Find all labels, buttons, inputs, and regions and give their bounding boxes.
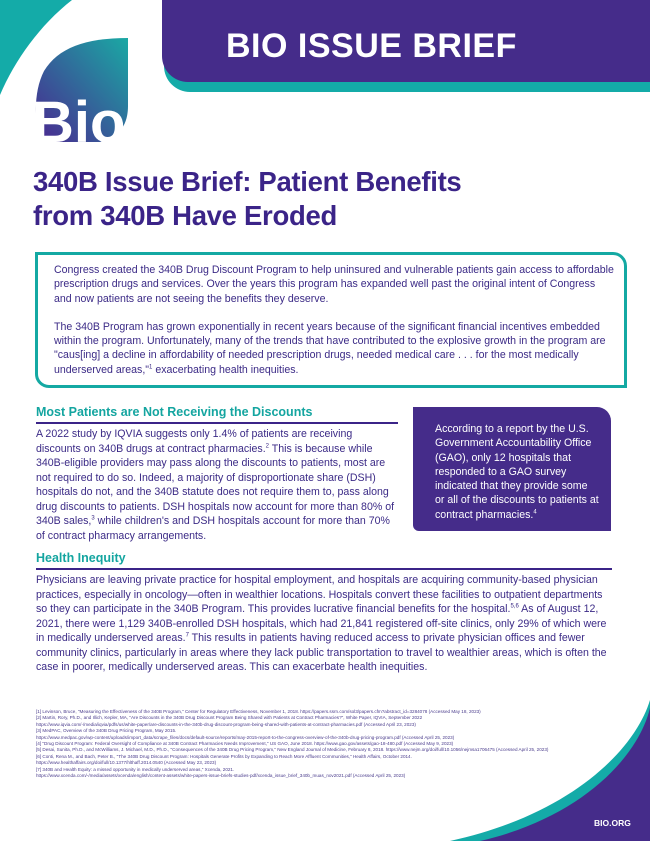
body-text: This is because while 340B-eligible providers may pass along the discounts to patients, most are not required to do so. Indeed, a majority of disproportionate share (DSH) hospitals do not, and the 340B statute does not require them to, pass along drug discounts to patients. DSH hospitals now account for more than 80% of 340B sales, [36,442,395,527]
body-text: As of August 12, 2021, there were 1,129 340B-enrolled DSH hospitals, which had 21,841 registered off-site clinics, only 29% of which were in medically underserved areas. [36,603,607,644]
footnote-line: [2] Martin, Rory, Ph.D., and Illich, Kepler, MA, "Are Discounts in the 340B Drug Discount Program Being Shared with Patients at Contract Pharmacies?", White Paper, IQVIA, September 2022 [36,715,423,721]
svg-text:Bio: Bio [32,90,126,144]
banner-title: BIO ISSUE BRIEF [226,27,517,65]
footnote-line[interactable]: https://www.healthaffairs.org/doi/full/10.1377/hlthaff.2014.0540 (Accessed May 23, 2023) [36,760,217,766]
intro-box [35,252,627,388]
body-text: while children's and DSH hospitals account for more than 70% of contract pharmacy arrangements. [36,515,390,542]
title-line-1: 340B Issue Brief: Patient Benefits [33,166,462,197]
section-divider [36,422,398,424]
callout-text: According to a report by the U.S. Government Accountability Office (GAO), only 12 hospitals that responded to a GAO survey indicated that they provide some or all of the discounts to patients at contract pharmacies. [435,423,599,521]
footnote-ref: 4 [533,509,537,516]
footnote-ref: 5,6 [510,603,519,610]
intro-text: The 340B Program has grown exponentially in recent years because of the significant financial incentives embedded within the program. Unfortunately, many of the trends that have contributed to the explosive growth in the program are "caus[ing] a decline in affordability of needed prescription drugs, needed medical care . . . for the most medically underserved areas," [54,320,606,376]
section-body [36,427,398,543]
footnote-line[interactable]: https://www.xcenda.com/-/media/assets/xcenda/english/content-assets/white-papers-issue-briefs-studies-pdf/xcenda_issue_brief_340b_muas_nov2021.pdf (Accessed April 25, 2023) [36,773,406,779]
intro-paragraph-1: Congress created the 340B Drug Discount Program to help uninsured and vulnerable patients gain access to affordable prescription drugs and services. Over the years this program has expanded well past the original intent of Congress and now patients are not seeing the benefits they deserve. [54,264,614,305]
footnote-line: [5] Desai, Sunita, Ph.D., and McWilliams, J. Michael, M.D., Ph.D., "Consequences of the 340B Drug Pricing Program," New England Journal of Medicine, February 8, 2018. https://www.nejm.org/doi/full/10.1056/nejmsa1706475 (Accessed April 25, 2023) [36,747,549,753]
footnote-line: [6] Conti, Rena M., and Bach, Peter B., "The 340B Drug Discount Program: Hospitals Generate Profits by Expanding to Reach More Affluent Communities," Health Affairs, October 2014. [36,753,412,759]
footnote-ref: 7 [185,632,189,639]
bio-logo-icon [30,36,130,144]
intro-paragraph-2 [54,320,614,377]
footnote-line: [4] "Drug Discount Program: Federal Oversight of Compliance at 340B Contract Pharmacies Needs Improvement," US GAO, June 2018. https://www.gao.gov/assets/gao-18-480.pdf (Accessed May 9, 2023) [36,741,454,747]
footnote-line: [1] Levinson, Bruce, "Measuring the Effectiveness of the 340B Program," Center for Regulatory Effectiveness, November 1, 2018. https://papers.ssrn.com/sol3/papers.cfm?abstract_id=3284078 (Accessed May 18, 2023) [36,709,481,714]
footnote-line[interactable]: https://www.medpac.gov/wp-content/uploads/import_data/scrape_files/docs/default-source/reports/may-2015-report-to-the-congress-overview-of-the-340b-drug-pricing-program.pdf (Accessed April 25, 2023) [36,734,455,740]
section-heading: Health Inequity [36,551,126,565]
footnote-line: [7] 340B and Health Equity: a missed opportunity in medically underserved areas," Xcenda, 2021. [36,766,235,772]
section-divider [36,568,612,570]
footnote-line: [3] MedPAC, Overview of the 340B Drug Pricing Program, May 2015. [36,728,177,734]
body-text: A 2022 study by IQVIA suggests only 1.4% of patients are receiving discounts on 340B drugs at contract pharmacies. [36,428,353,455]
footnote-line[interactable]: https://www.iqvia.com/-/media/iqvia/pdfs/us/white-paper/are-discounts-in-the-340b-drug-discount-program-being-shared-with-patients-at-contract-pharmacies.pdf (Accessed April 23, 2023) [36,721,416,727]
body-text: This results in patients having reduced access to private physician offices and fewer community clinics, particularly in areas where they lack public transportation to travel to wealthier areas, which is often the case in poorer, medically underserved areas. This can exacerbate health inequities. [36,632,607,673]
intro-text: exacerbating health inequities. [152,363,299,376]
page-title [33,165,593,233]
section-heading: Most Patients are Not Receiving the Discounts [36,405,313,419]
footer-site-link[interactable]: BIO.ORG [594,818,631,828]
body-text: Physicians are leaving private practice for hospital employment, and hospitals are acquiring community-based physician practices, especially in oncology—often in wealthier locations. Hospitals convert these facilities to outpatient departments so they can participate in the 340B Program. This provides lucrative financial benefits for the hospital. [36,574,603,615]
section-health-inequity [36,551,612,675]
title-line-2: from 340B Have Eroded [33,200,337,231]
section-body [36,573,612,675]
gao-callout-box [413,407,611,531]
footnote-ref: 2 [265,442,270,449]
footnote-ref: 3 [91,515,95,522]
section-discounts [36,405,398,543]
footnotes [36,709,616,779]
footnote-ref: 1 [149,364,153,371]
